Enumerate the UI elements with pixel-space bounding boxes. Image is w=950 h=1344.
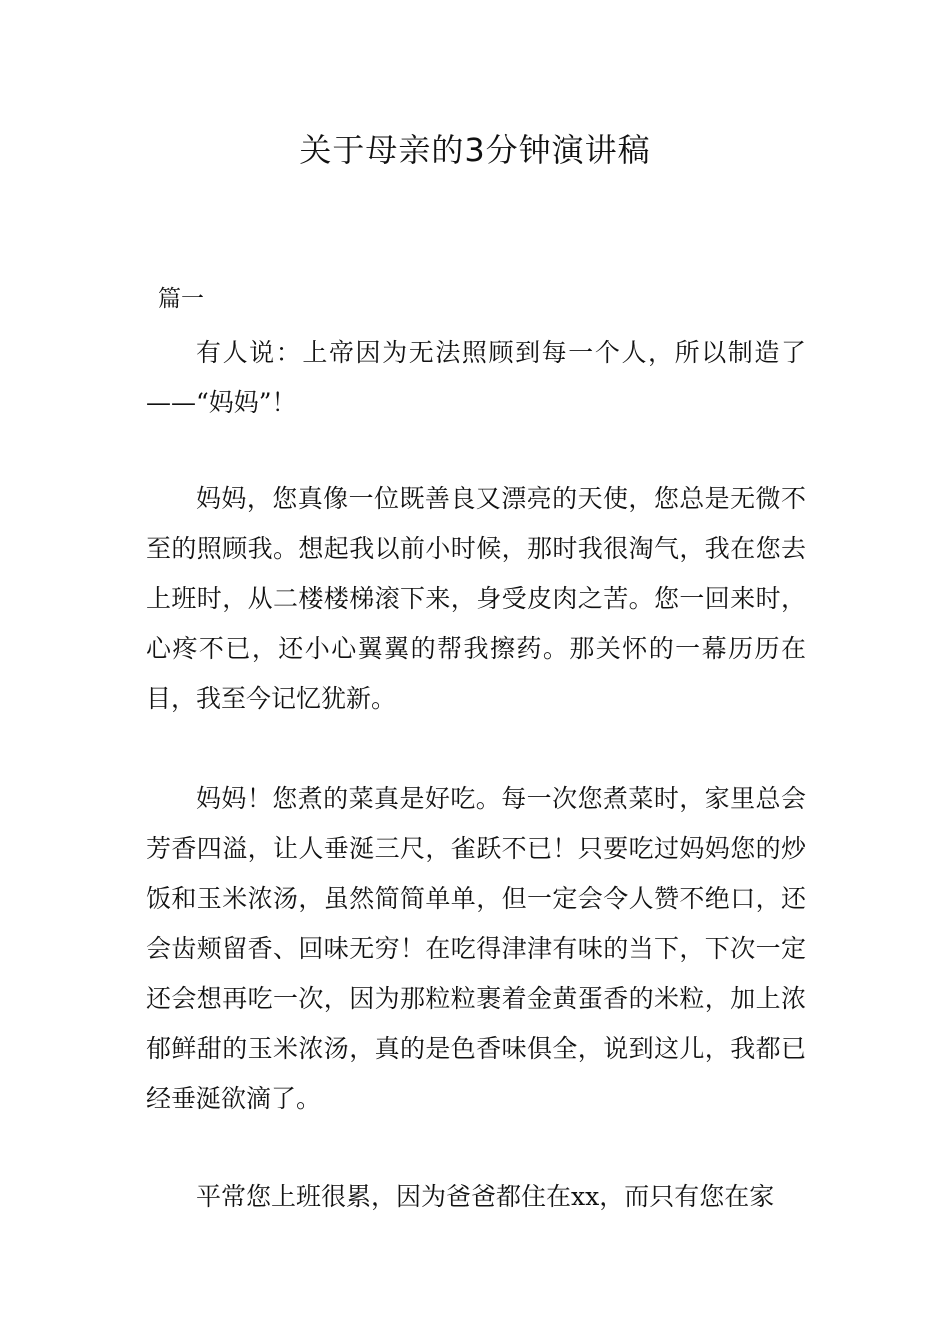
paragraph-3: 妈妈！您煮的菜真是好吃。每一次您煮菜时，家里总会芳香四溢，让人垂涎三尺，雀跃不已！只要吃过妈妈您的炒饭和玉米浓汤，虽然简简单单，但一定会令人赞不绝口，还会齿颊留香、回味无穷！在吃得津津有味的当下，下次一定还会想再吃一次，因为那粒粒裹着金黄蛋香的米粒，加上浓郁鲜甜的玉米浓汤，真的是色香味俱全，说到这儿，我都已经垂涎欲滴了。 <box>146 784 806 1113</box>
paragraph-1: 有人说：上帝因为无法照顾到每一个人，所以制造了——“妈妈”！ <box>146 338 806 417</box>
document-title: 关于母亲的3分钟演讲稿 <box>299 131 651 169</box>
paragraph-2: 妈妈，您真像一位既善良又漂亮的天使，您总是无微不至的照顾我。想起我以前小时候，那时我很淘气，我在您去上班时，从二楼楼梯滚下来，身受皮肉之苦。您一回来时，心疼不已，还小心翼翼的帮我擦药。那关怀的一幕历历在目，我至今记忆犹新。 <box>146 484 806 713</box>
section-label: 篇一 <box>158 286 204 312</box>
paragraph-4: 平常您上班很累，因为爸爸都住在xx，而只有您在家 <box>196 1182 775 1211</box>
